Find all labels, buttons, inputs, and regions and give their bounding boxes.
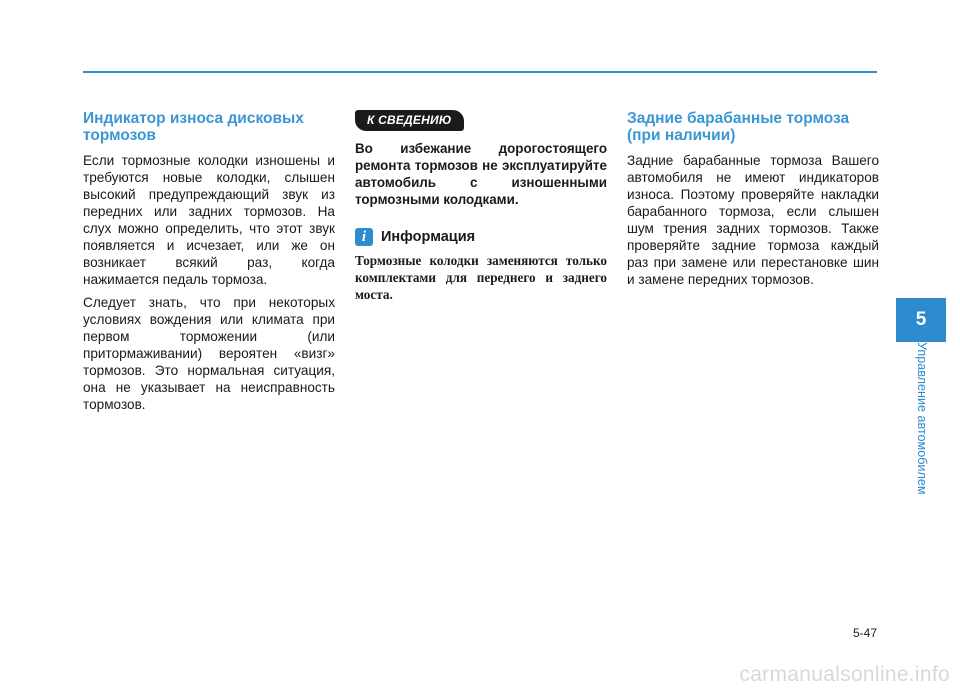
paragraph: Задние барабанные тормоза Вашего автомобиля не имеют индикаторов износа. Поэтому проверяйте накладки барабанного тормоза, если слышен шум трения задних тормозов. Также проверяйте задние тормоза каждый раз при замене или перестановке шин и замене передних тормозов. — [627, 153, 879, 287]
section-heading-rear-drum-brakes: Задние барабанные тормоза (при наличии) — [627, 110, 850, 144]
notice-badge: К СВЕДЕНИЮ — [355, 110, 464, 131]
info-title: Информация — [381, 229, 476, 245]
chapter-title: Управление автомобилем — [915, 342, 929, 495]
column-left — [83, 110, 335, 419]
top-rule — [83, 71, 877, 73]
chapter-tab: 5 — [896, 298, 946, 342]
section-heading-disc-brake-wear: Индикатор износа дисковых тормозов — [83, 110, 304, 144]
paragraph: Если тормозные колодки изношены и требуются новые колодки, слышен высокий предупреждающий звук из передних или задних тормозов. На слух можно определить, что этот звук появляется и исчезает, или же он возникает всякий раз, когда нажимается педаль тормоза. — [83, 153, 335, 287]
column-right — [627, 110, 879, 294]
info-header — [355, 228, 607, 246]
info-text: Тормозные колодки заменяются только комплектами для переднего и заднего моста. — [355, 253, 607, 302]
column-middle — [355, 110, 607, 303]
paragraph: Следует знать, что при некоторых условиях вождения или климата при первом торможении (или притормаживании) вероятен «визг» тормозов. Это нормальная ситуация, она не указывает на неисправность тормозов. — [83, 295, 335, 412]
watermark: carmanualsonline.info — [739, 663, 950, 686]
page-number: 5-47 — [852, 626, 877, 640]
notice-text: Во избежание дорогостоящего ремонта тормозов не эксплуатируйте автомобиль с изношенными тормозными колодками. — [355, 141, 607, 207]
info-icon: i — [355, 228, 373, 246]
